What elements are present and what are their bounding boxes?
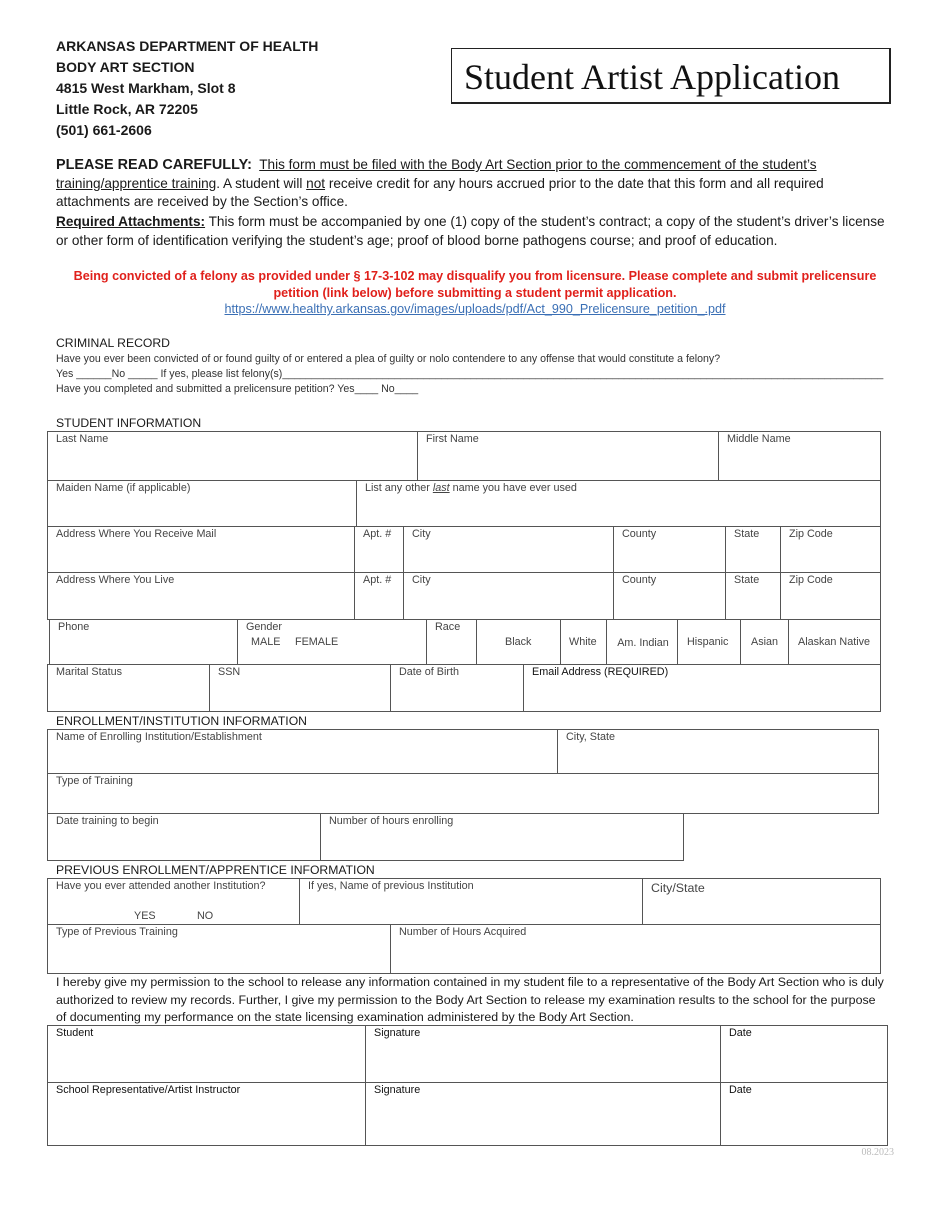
- mail-zip-label: Zip Code: [789, 528, 833, 540]
- criminal-heading: CRIMINAL RECORD: [56, 336, 170, 350]
- mail-county-field[interactable]: [613, 526, 726, 573]
- page-title: Student Artist Application: [464, 57, 840, 97]
- intro-underlined: This form must be filed with the Body Art Section prior to the commencement of the student’s training/apprentice training: [56, 157, 817, 191]
- header-address-block: [56, 36, 318, 141]
- mail-apt-field[interactable]: [354, 526, 404, 573]
- attended-label: Have you ever attended another Institution?: [56, 880, 266, 892]
- mail-apt-label: Apt. #: [363, 528, 392, 540]
- student-date-field[interactable]: [720, 1025, 888, 1083]
- dob-field[interactable]: [390, 664, 524, 712]
- institution-label: Name of Enrolling Institution/Establishment: [56, 731, 262, 743]
- middle-name-label: Middle Name: [727, 433, 791, 445]
- rep-date-label: Date: [729, 1084, 752, 1096]
- live-address-field[interactable]: [47, 572, 355, 620]
- live-address-label: Address Where You Live: [56, 574, 175, 586]
- previous-institution-field[interactable]: [299, 878, 643, 925]
- street-address: 4815 West Markham, Slot 8: [56, 80, 236, 96]
- live-county-field[interactable]: [613, 572, 726, 620]
- live-zip-field[interactable]: [780, 572, 881, 620]
- student-label: Student: [56, 1027, 94, 1039]
- institution-city-label: City, State: [566, 731, 616, 743]
- student-signature-field[interactable]: [365, 1025, 721, 1083]
- race-hispanic-option[interactable]: Hispanic: [677, 619, 741, 665]
- required-label: Required Attachments:: [56, 214, 206, 229]
- ssn-label: SSN: [218, 666, 241, 678]
- phone-field[interactable]: [49, 619, 238, 665]
- form-version-code: 08.2023: [861, 1147, 894, 1158]
- previous-heading: PREVIOUS ENROLLMENT/APPRENTICE INFORMATION: [56, 863, 375, 877]
- mail-city-label: City: [412, 528, 431, 540]
- marital-status-label: Marital Status: [56, 666, 123, 678]
- phone-number: (501) 661-2606: [56, 122, 152, 138]
- attended-field: [47, 878, 300, 925]
- previous-city-field[interactable]: [642, 878, 881, 925]
- live-zip-label: Zip Code: [789, 574, 833, 586]
- email-field[interactable]: [523, 664, 881, 712]
- attended-yes-option[interactable]: YES: [134, 910, 156, 922]
- required-text: This form must be accompanied by one (1) copy of the student’s contract; a copy of the student’s driver’s license or other form of identification verifying the student’s age; proof of blood borne pathogens course; and proof of education.: [56, 214, 885, 248]
- mail-address-field[interactable]: [47, 526, 355, 573]
- middle-name-field[interactable]: [718, 431, 881, 481]
- ssn-field[interactable]: [209, 664, 391, 712]
- mail-zip-field[interactable]: [780, 526, 881, 573]
- student-date-label: Date: [729, 1027, 752, 1039]
- institution-field[interactable]: [47, 729, 558, 774]
- training-begin-label: Date training to begin: [56, 815, 159, 827]
- live-state-label: State: [734, 574, 760, 586]
- dob-label: Date of Birth: [399, 666, 460, 678]
- mail-county-label: County: [622, 528, 657, 540]
- last-name-label: Last Name: [56, 433, 109, 445]
- mail-address-label: Address Where You Receive Mail: [56, 528, 217, 540]
- last-name-field[interactable]: [47, 431, 418, 481]
- race-am-indian-option[interactable]: Am. Indian: [606, 619, 678, 665]
- intro-paragraph: [56, 156, 886, 212]
- live-apt-field[interactable]: [354, 572, 404, 620]
- mail-state-label: State: [734, 528, 760, 540]
- rep-signature-field[interactable]: [365, 1082, 721, 1146]
- felony-warning: Being convicted of a felony as provided under § 17-3-102 may disqualify you from licensure. Please complete and submit prelicensure petition (link below) before submitting a student permit application.: [73, 269, 877, 300]
- previous-type-field[interactable]: [47, 924, 391, 974]
- student-name-field[interactable]: [47, 1025, 366, 1083]
- gender-female-option[interactable]: FEMALE: [295, 636, 339, 648]
- race-black-option[interactable]: Black: [476, 619, 561, 665]
- hours-enrolling-field[interactable]: [320, 813, 684, 861]
- student-signature-label: Signature: [374, 1027, 421, 1039]
- intro-rest1: . A student will: [216, 175, 307, 191]
- race-label-cell: [426, 619, 477, 665]
- mail-city-field[interactable]: [403, 526, 614, 573]
- race-alaskan-option[interactable]: Alaskan Native: [788, 619, 881, 665]
- gender-male-option[interactable]: MALE: [251, 636, 281, 648]
- rep-signature-label: Signature: [374, 1084, 421, 1096]
- hours-acquired-field[interactable]: [390, 924, 881, 974]
- student-heading: STUDENT INFORMATION: [56, 416, 202, 430]
- first-name-label: First Name: [426, 433, 479, 445]
- city-address: Little Rock, AR 72205: [56, 101, 198, 117]
- required-attachments: [56, 213, 886, 250]
- live-city-label: City: [412, 574, 431, 586]
- attended-no-option[interactable]: NO: [197, 910, 214, 922]
- maiden-name-label: Maiden Name (if applicable): [56, 482, 191, 494]
- live-county-label: County: [622, 574, 657, 586]
- dept-name: ARKANSAS DEPARTMENT OF HEALTH: [56, 38, 319, 54]
- race-asian-option[interactable]: Asian: [740, 619, 789, 665]
- previous-institution-label: If yes, Name of previous Institution: [308, 880, 474, 892]
- petition-link[interactable]: https://www.healthy.arkansas.gov/images/uploads/pdf/Act_990_Prelicensure_petition_.pdf: [224, 302, 726, 316]
- gender-label: Gender: [246, 621, 283, 633]
- first-name-field[interactable]: [417, 431, 719, 481]
- other-last-name-field[interactable]: [356, 480, 881, 527]
- training-type-field[interactable]: [47, 773, 879, 814]
- intro-not: not: [306, 175, 326, 191]
- hours-enrolling-label: Number of hours enrolling: [329, 815, 454, 827]
- mail-state-field[interactable]: [725, 526, 781, 573]
- other-last-name-label: List any other last name you have ever used: [365, 482, 577, 494]
- title-box: [451, 48, 891, 104]
- permission-paragraph: I hereby give my permission to the school to release any information contained in my student file to a representative of the Body Art Section who is duly authorized to review my records. Further, I give my permission to the Body Art Section to release my examination results to the school for the purpose of documenting my performance on the state licensing examination administered by the Body Art Section.: [56, 975, 884, 1024]
- previous-city-label: City/State: [651, 881, 705, 895]
- rep-date-field[interactable]: [720, 1082, 888, 1146]
- enrollment-heading: ENROLLMENT/INSTITUTION INFORMATION: [56, 714, 307, 728]
- gender-field: [237, 619, 427, 665]
- hours-acquired-label: Number of Hours Acquired: [399, 926, 527, 938]
- marital-status-field[interactable]: [47, 664, 210, 712]
- email-label: Email Address (REQUIRED): [532, 666, 669, 678]
- criminal-q2[interactable]: Have you completed and submitted a prelicensure petition? Yes____ No____: [56, 383, 419, 395]
- live-state-field[interactable]: [725, 572, 781, 620]
- phone-label: Phone: [58, 621, 90, 633]
- rep-name-field[interactable]: [47, 1082, 366, 1146]
- live-apt-label: Apt. #: [363, 574, 392, 586]
- intro-rest2: receive credit for any hours accrued prior to the date that this form and all required attachments are received by the Section’s office.: [56, 175, 824, 210]
- training-begin-field[interactable]: [47, 813, 321, 861]
- rep-label: School Representative/Artist Instructor: [56, 1084, 241, 1096]
- training-type-label: Type of Training: [56, 775, 133, 787]
- criminal-q1: Have you ever been convicted of or found guilty of or entered a plea of guilty or nolo contendere to any offense that would constitute a felony?: [56, 353, 721, 365]
- criminal-q1-answer[interactable]: Yes ______No _____ If yes, please list felony(s)______________________________________________________________________________________________________: [56, 368, 884, 380]
- live-city-field[interactable]: [403, 572, 614, 620]
- institution-city-field[interactable]: [557, 729, 879, 774]
- race-white-option[interactable]: White: [560, 619, 607, 665]
- race-label: Race: [435, 621, 461, 633]
- previous-type-label: Type of Previous Training: [56, 926, 178, 938]
- section-name: BODY ART SECTION: [56, 59, 195, 75]
- intro-lead: PLEASE READ CAREFULLY:: [56, 157, 252, 173]
- maiden-name-field[interactable]: [47, 480, 357, 527]
